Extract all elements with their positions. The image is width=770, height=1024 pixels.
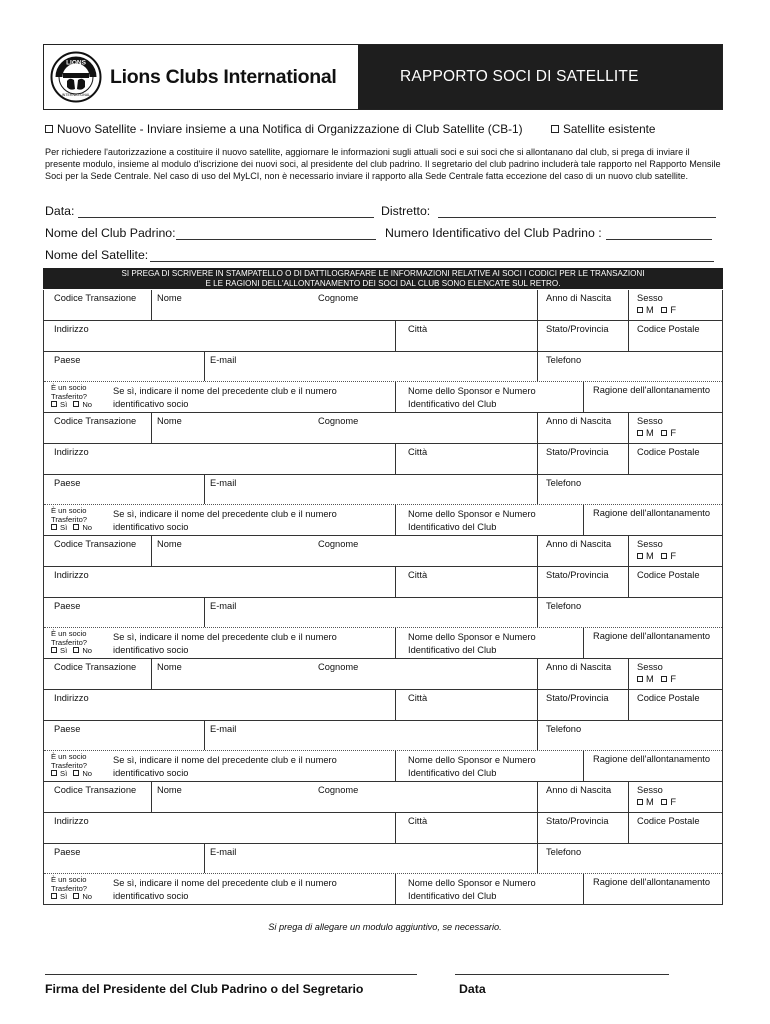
sponsor-cell[interactable]: Nome dello Sponsor e Numero Identificativo del Club [395,751,583,782]
sesso-cell: Sesso M F [628,290,724,320]
sponsor-cell[interactable]: Nome dello Sponsor e Numero Identificativo del Club [395,382,583,413]
trasferito-si-option[interactable]: Sì [51,400,67,409]
codice-postale-cell[interactable]: Codice Postale [628,690,724,720]
codice-transazione-cell[interactable]: Codice Transazione [54,662,137,672]
member-row-identity [44,782,722,813]
precedente-club-cell[interactable]: Se sì, indicare il nome del precedente club e il numero identificativo socio [113,632,337,655]
email-cell[interactable]: E-mail [204,352,537,381]
sesso-cell: Sesso M F [628,659,724,689]
trasferito-si-checkbox[interactable] [51,647,57,653]
ragione-allontanamento-cell[interactable]: Ragione dell'allontanamento [583,382,724,413]
sesso-m-checkbox[interactable] [637,430,643,436]
club-padrino-field[interactable]: Nome del Club Padrino: [45,226,376,240]
firma-label: Firma del Presidente del Club Padrino o del Segretario [45,982,364,996]
trasferito-si-option[interactable]: Sì [51,523,67,532]
paese-cell[interactable]: Paese [54,478,81,488]
trasferito-no-option[interactable]: No [73,646,92,655]
socio-trasferito-cell: È un socio Trasferito? Sì No [51,383,93,410]
stato-provincia-cell[interactable]: Stato/Provincia [537,444,628,474]
svg-text:LIONS: LIONS [66,59,86,67]
sesso-m-option[interactable]: M [637,674,654,684]
codice-postale-cell[interactable]: Codice Postale [628,567,724,597]
telefono-cell[interactable]: Telefono [537,475,724,504]
sesso-m-checkbox[interactable] [637,553,643,559]
nome-satellite-input-line[interactable] [150,251,714,262]
anno-nascita-cell[interactable]: Anno di Nascita [537,536,628,566]
anno-nascita-cell[interactable]: Anno di Nascita [537,290,628,320]
email-cell[interactable]: E-mail [204,844,537,873]
member-row-address [44,321,722,352]
sesso-f-checkbox[interactable] [661,676,667,682]
indirizzo-cell[interactable]: Indirizzo [54,570,89,580]
nome-cognome-cell[interactable]: Nome Cognome [151,536,537,566]
precedente-club-cell[interactable]: Se sì, indicare il nome del precedente club e il numero identificativo socio [113,755,337,778]
ragione-allontanamento-cell[interactable]: Ragione dell'allontanamento [583,505,724,536]
stato-provincia-cell[interactable]: Stato/Provincia [537,567,628,597]
sponsor-cell[interactable]: Nome dello Sponsor e Numero Identificativo del Club [395,505,583,536]
ragione-allontanamento-cell[interactable]: Ragione dell'allontanamento [583,628,724,659]
form-title-area [358,45,722,109]
svg-text:INTERNATIONAL: INTERNATIONAL [61,93,91,97]
trasferito-si-checkbox[interactable] [51,770,57,776]
trasferito-si-checkbox[interactable] [51,893,57,899]
member-row-address [44,813,722,844]
id-club-padrino-input-line[interactable] [606,229,712,240]
member-row-transfer [44,751,722,782]
trasferito-no-checkbox[interactable] [73,770,79,776]
trasferito-si-checkbox[interactable] [51,401,57,407]
trasferito-no-checkbox[interactable] [73,647,79,653]
member-row-transfer [44,874,722,905]
indirizzo-cell[interactable]: Indirizzo [54,693,89,703]
sesso-f-option[interactable]: F [661,428,676,438]
member-row-transfer [44,505,722,536]
sesso-cell: Sesso M F [628,536,724,566]
paese-cell[interactable]: Paese [54,724,81,734]
citta-cell[interactable]: Città [395,690,537,720]
member-row-contact [44,721,722,751]
member-row-identity [44,536,722,567]
nome-satellite-field[interactable]: Nome del Satellite: [45,248,714,262]
codice-transazione-cell[interactable]: Codice Transazione [54,785,137,795]
codice-postale-cell[interactable]: Codice Postale [628,321,724,351]
trasferito-no-option[interactable]: No [73,892,92,901]
indirizzo-cell[interactable]: Indirizzo [54,324,89,334]
nome-cognome-cell[interactable]: Nome Cognome [151,782,537,812]
nome-cognome-cell[interactable]: Nome Cognome [151,413,537,443]
anno-nascita-cell[interactable]: Anno di Nascita [537,782,628,812]
data-field[interactable]: Data: [45,204,374,218]
member-entry-block [43,782,723,905]
telefono-cell[interactable]: Telefono [537,721,724,750]
indirizzo-cell[interactable]: Indirizzo [54,447,89,457]
sesso-m-checkbox[interactable] [637,307,643,313]
sesso-f-option[interactable]: F [661,674,676,684]
sesso-f-checkbox[interactable] [661,307,667,313]
socio-trasferito-cell: È un socio Trasferito? Sì No [51,506,93,533]
sesso-m-option[interactable]: M [637,428,654,438]
member-entry-block [43,290,723,413]
sesso-cell: Sesso M F [628,413,724,443]
attachment-note: Si prega di allegare un modulo aggiuntivo, se necessario. [268,922,502,932]
paese-cell[interactable]: Paese [54,847,81,857]
socio-trasferito-cell: È un socio Trasferito? Sì No [51,752,93,779]
logo-area [44,45,358,109]
stato-provincia-cell[interactable]: Stato/Provincia [537,690,628,720]
ragione-allontanamento-cell[interactable]: Ragione dell'allontanamento [583,874,724,905]
member-row-contact [44,598,722,628]
citta-cell[interactable]: Città [395,813,537,843]
member-row-address [44,567,722,598]
instructions-notice-bar: SI PREGA DI SCRIVERE IN STAMPATELLO O DI DATTILOGRAFARE LE INFORMAZIONI RELATIVE AI SOCI I CODICI PER LE TRANSAZIONI E LE RAGIONI DELL'ALLONTANAMENTO DEI SOCI DAL CLUB SONO ELENCATE SUL RETRO. [43,268,723,289]
existing-satellite-option[interactable]: Satellite esistente [551,122,655,136]
sesso-f-option[interactable]: F [661,551,676,561]
firma-input-line[interactable] [45,974,417,975]
ragione-allontanamento-cell[interactable]: Ragione dell'allontanamento [583,751,724,782]
brand-name: Lions Clubs International [110,65,337,88]
sesso-cell: Sesso M F [628,782,724,812]
sponsor-cell[interactable]: Nome dello Sponsor e Numero Identificativo del Club [395,874,583,905]
trasferito-si-option[interactable]: Sì [51,769,67,778]
codice-transazione-cell[interactable]: Codice Transazione [54,416,137,426]
precedente-club-cell[interactable]: Se sì, indicare il nome del precedente club e il numero identificativo socio [113,509,337,532]
trasferito-no-checkbox[interactable] [73,401,79,407]
member-row-identity [44,659,722,690]
nome-cognome-cell[interactable]: Nome Cognome [151,659,537,689]
indirizzo-cell[interactable]: Indirizzo [54,816,89,826]
form-header [43,44,723,110]
member-row-transfer [44,628,722,659]
member-row-contact [44,844,722,874]
member-row-transfer [44,382,722,413]
member-row-address [44,690,722,721]
telefono-cell[interactable]: Telefono [537,844,724,873]
member-row-address [44,444,722,475]
email-cell[interactable]: E-mail [204,721,537,750]
trasferito-si-option[interactable]: Sì [51,892,67,901]
anno-nascita-cell[interactable]: Anno di Nascita [537,659,628,689]
citta-cell[interactable]: Città [395,567,537,597]
trasferito-no-option[interactable]: No [73,769,92,778]
paese-cell[interactable]: Paese [54,601,81,611]
distretto-field[interactable]: Distretto: [381,204,716,218]
existing-satellite-checkbox[interactable] [551,125,559,133]
stato-provincia-cell[interactable]: Stato/Provincia [537,813,628,843]
anno-nascita-cell[interactable]: Anno di Nascita [537,413,628,443]
codice-transazione-cell[interactable]: Codice Transazione [54,539,137,549]
data-input-line[interactable] [78,207,374,218]
sesso-f-checkbox[interactable] [661,430,667,436]
telefono-cell[interactable]: Telefono [537,352,724,381]
citta-cell[interactable]: Città [395,321,537,351]
codice-transazione-cell[interactable]: Codice Transazione [54,293,137,303]
codice-postale-cell[interactable]: Codice Postale [628,444,724,474]
email-cell[interactable]: E-mail [204,475,537,504]
citta-cell[interactable]: Città [395,444,537,474]
paese-cell[interactable]: Paese [54,355,81,365]
member-entry-block [43,413,723,536]
sesso-m-checkbox[interactable] [637,676,643,682]
stato-provincia-cell[interactable]: Stato/Provincia [537,321,628,351]
sesso-f-checkbox[interactable] [661,553,667,559]
data-signature-input-line[interactable] [455,974,669,975]
socio-trasferito-cell: È un socio Trasferito? Sì No [51,629,93,656]
precedente-club-cell[interactable]: Se sì, indicare il nome del precedente club e il numero identificativo socio [113,386,337,409]
sesso-f-checkbox[interactable] [661,799,667,805]
sesso-m-option[interactable]: M [637,551,654,561]
sponsor-cell[interactable]: Nome dello Sponsor e Numero Identificativo del Club [395,628,583,659]
trasferito-no-checkbox[interactable] [73,524,79,530]
telefono-cell[interactable]: Telefono [537,598,724,627]
trasferito-no-option[interactable]: No [73,400,92,409]
new-satellite-option[interactable]: Nuovo Satellite - Inviare insieme a una Notifica di Organizzazione di Club Satellite (CB-1) [45,122,523,136]
new-satellite-checkbox[interactable] [45,125,53,133]
sesso-m-option[interactable]: M [637,797,654,807]
socio-trasferito-cell: È un socio Trasferito? Sì No [51,875,93,902]
trasferito-no-option[interactable]: No [73,523,92,532]
member-row-identity [44,413,722,444]
sesso-f-option[interactable]: F [661,305,676,315]
member-entry-block [43,536,723,659]
distretto-input-line[interactable] [438,207,716,218]
trasferito-si-checkbox[interactable] [51,524,57,530]
sesso-m-option[interactable]: M [637,305,654,315]
club-padrino-input-line[interactable] [176,229,376,240]
member-row-contact [44,475,722,505]
member-row-identity [44,290,722,321]
sesso-f-option[interactable]: F [661,797,676,807]
codice-postale-cell[interactable]: Codice Postale [628,813,724,843]
data-signature-label: Data [459,982,486,996]
trasferito-si-option[interactable]: Sì [51,646,67,655]
nome-cognome-cell[interactable]: Nome Cognome [151,290,537,320]
form-title: RAPPORTO SOCI DI SATELLITE [400,68,639,85]
lions-logo-icon [50,51,102,103]
email-cell[interactable]: E-mail [204,598,537,627]
member-entry-block [43,659,723,782]
trasferito-no-checkbox[interactable] [73,893,79,899]
sesso-m-checkbox[interactable] [637,799,643,805]
precedente-club-cell[interactable]: Se sì, indicare il nome del precedente club e il numero identificativo socio [113,878,337,901]
instructions-text: Per richiedere l'autorizzazione a costituire il nuovo satellite, aggiornare le informazioni sugli attuali soci e sui soci che si allontanano dal club, si prega di inviare il presente modulo, insieme al modulo d'iscrizione dei nuovi soci, al presidente del club padrino. Il segretario del club padrino includerà tale rapporto nel Rapporto Mensile Soci per la Sede Centrale. Nel caso di uso del MyLCI, non è necessario inviare il rapporto alla Sede Centrale fatta eccezione del caso di un nuovo club satellite. [45,147,721,182]
id-club-padrino-field[interactable]: Numero Identificativo del Club Padrino : [385,226,712,240]
member-row-contact [44,352,722,382]
